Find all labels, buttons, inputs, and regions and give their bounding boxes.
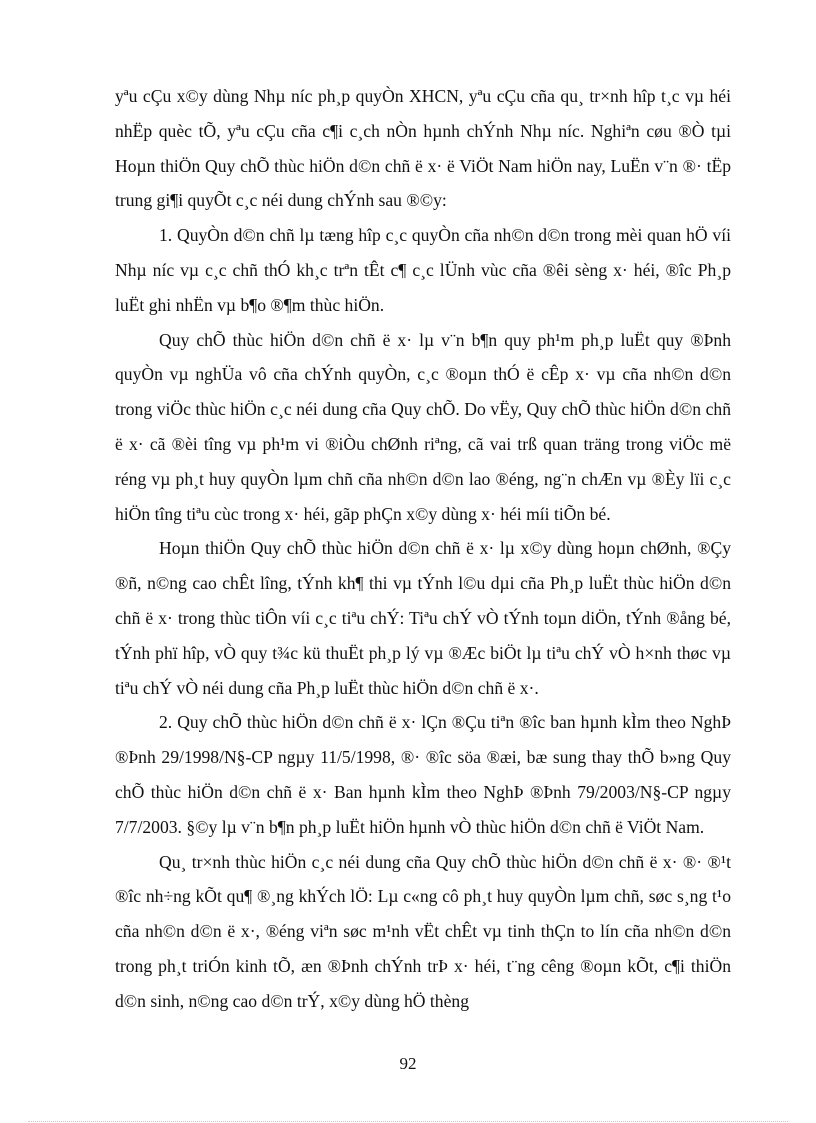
- paragraph-1: yªu cÇu x©y dùng Nhµ níc ph¸p quyÒn XHCN, yªu cÇu cña qu¸ tr×nh hîp t¸c vµ héi nhËp quèc tÕ, yªu cÇu cña c¶i c¸ch nÒn hµnh chÝnh Nhµ níc. Nghiªn cøu ®Ò tµi Hoµn thiÖn Quy chÕ thùc hiÖn d©n chñ ë x· ë ViÖt Nam hiÖn nay, LuËn v¨n ®· tËp trung gi¶i quyÕt c¸c néi dung chÝnh sau ®©y:: [115, 86, 731, 211]
- document-body: [115, 79, 731, 1019]
- paragraph-2: 1. QuyÒn d©n chñ lµ tæng hîp c¸c quyÒn cña nh©n d©n trong mèi quan hÖ víi Nhµ níc vµ c¸c chñ thÓ kh¸c trªn tÊt c¶ c¸c lÜnh vùc cña ®êi sèng x· héi, ®îc Ph¸p luËt ghi nhËn vµ b¶o ®¶m thùc hiÖn.: [115, 225, 731, 315]
- paragraph-6: Qu¸ tr×nh thùc hiÖn c¸c néi dung cña Quy chÕ thùc hiÖn d©n chñ ë x· ®· ®¹t ®îc nh÷ng kÕt qu¶ ®¸ng khÝch lÖ: Lµ c«ng cô ph¸t huy quyÒn lµm chñ, søc s¸ng t¹o cña nh©n d©n ë x·, ®éng viªn søc m¹nh vËt chÊt vµ tinh thÇn to lín cña nh©n d©n trong ph¸t triÓn kinh tÕ, æn ®Þnh chÝnh trÞ x· héi, t¨ng cêng ®oµn kÕt, c¶i thiÖn d©n sinh, n©ng cao d©n trÝ, x©y dùng hÖ thèng: [115, 851, 731, 1011]
- paragraph-3: Quy chÕ thùc hiÖn d©n chñ ë x· lµ v¨n b¶n quy ph¹m ph¸p luËt quy ®Þnh quyÒn vµ nghÜa vô cña chÝnh quyÒn, c¸c ®oµn thÓ ë cÊp x· vµ cña nh©n d©n trong viÖc thùc hiÖn c¸c néi dung cña Quy chÕ. Do vËy, Quy chÕ thùc hiÖn d©n chñ ë x· cã ®èi tîng vµ ph¹m vi ®iÒu chØnh riªng, cã vai trß quan träng trong viÖc më réng vµ ph¸t huy quyÒn lµm chñ cña nh©n d©n lao ®éng, ng¨n chÆn vµ ®Èy lïi c¸c hiÖn tîng tiªu cùc trong x· héi, gãp phÇn x©y dùng x· héi míi tiÕn bé.: [115, 329, 731, 524]
- page-number: 92: [399, 1054, 417, 1073]
- paragraph-4: Hoµn thiÖn Quy chÕ thùc hiÖn d©n chñ ë x· lµ x©y dùng hoµn chØnh, ®Çy ®ñ, n©ng cao chÊt lîng, tÝnh kh¶ thi vµ tÝnh l©u dµi cña Ph¸p luËt thùc hiÖn d©n chñ ë x· trong thùc tiÔn víi c¸c tiªu chÝ: Tiªu chÝ vÒ tÝnh toµn diÖn, tÝnh ®ång bé, tÝnh phï hîp, vÒ quy t¾c kü thuËt ph¸p lý vµ ®Æc biÖt lµ tiªu chÝ vÒ h×nh thøc vµ tiªu chÝ vÒ néi dung cña Ph¸p luËt thùc hiÖn d©n chñ ë x·.: [115, 538, 731, 698]
- page-bottom-divider: [28, 1121, 788, 1122]
- paragraph-5: 2. Quy chÕ thùc hiÖn d©n chñ ë x· lÇn ®Çu tiªn ®îc ban hµnh kÌm theo NghÞ ®Þnh 29/1998/N§-CP ngµy 11/5/1998, ®· ®îc söa ®æi, bæ sung thay thÕ b»ng Quy chÕ thùc hiÖn d©n chñ ë x· Ban hµnh kÌm theo NghÞ ®Þnh 79/2003/N§-CP ngµy 7/7/2003. §©y lµ v¨n b¶n ph¸p luËt hiÖn hµnh vÒ thùc hiÖn d©n chñ ë ViÖt Nam.: [115, 712, 731, 837]
